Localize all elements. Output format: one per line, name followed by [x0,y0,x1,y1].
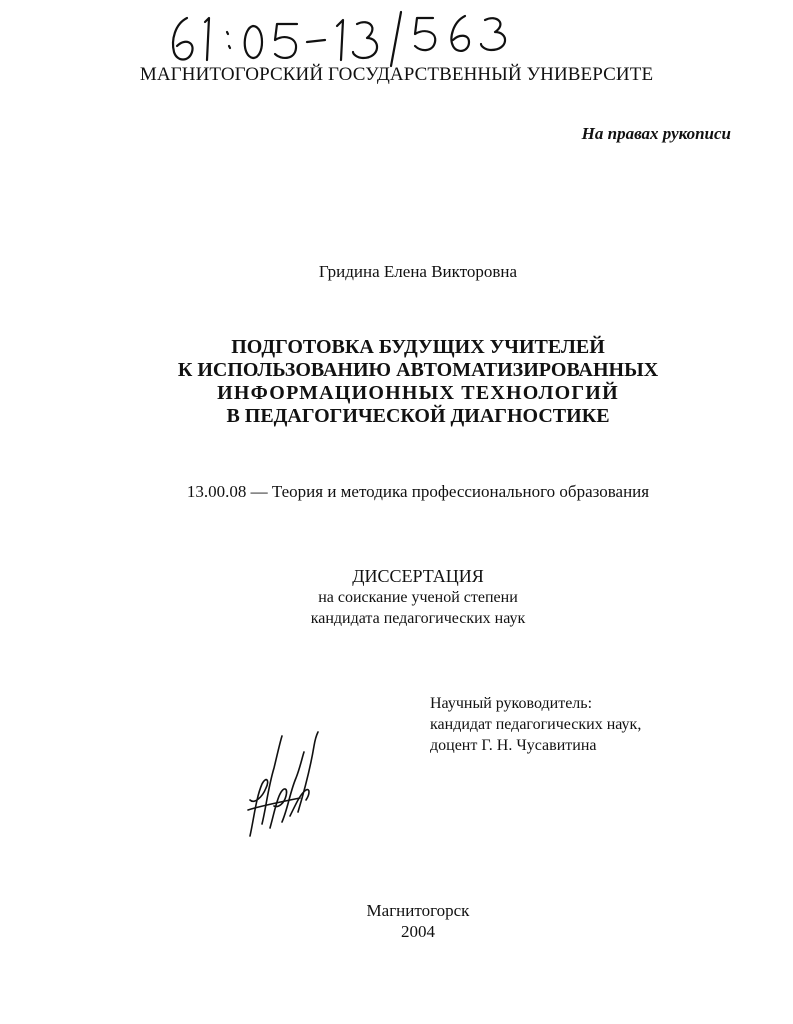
year: 2004 [401,922,435,941]
supervisor-degree: кандидат педагогических наук, [430,716,642,733]
handwritten-catalog-code [165,6,545,68]
city-year [0,900,793,942]
dissertation-title [0,336,793,428]
supervisor-name: доцент Г. Н. Чусавитина [430,737,597,754]
manuscript-rights-note: На правах рукописи [581,124,731,143]
author-name: Гридина Елена Викторовна [318,262,518,281]
specialty-code: 13.00.08 — Теория и методика профессионального образования [186,482,650,501]
title-line-4: В ПЕДАГОГИЧЕСКОЙ ДИАГНОСТИКЕ [226,405,610,427]
supervisor-label: Научный руководитель: [430,695,593,712]
degree-line-1: на соискание ученой степени [318,589,518,606]
title-line-3: ИНФОРМАЦИОННЫХ ТЕХНОЛОГИЙ [217,382,619,404]
document-type: ДИССЕРТАЦИЯ [352,566,484,586]
title-line-2: К ИСПОЛЬЗОВАНИЮ АВТОМАТИЗИРОВАННЫХ [177,359,659,381]
title-line-1: ПОДГОТОВКА БУДУЩИХ УЧИТЕЛЕЙ [231,336,605,358]
supervisor-block [430,693,641,756]
degree-line-2: кандидата педагогических наук [310,610,526,627]
degree-block [0,565,793,629]
city: Магнитогорск [366,901,470,920]
handwritten-signature [240,728,330,840]
university-name: МАГНИТОГОРСКИЙ ГОСУДАРСТВЕННЫЙ УНИВЕРСИТЕ [139,64,654,85]
